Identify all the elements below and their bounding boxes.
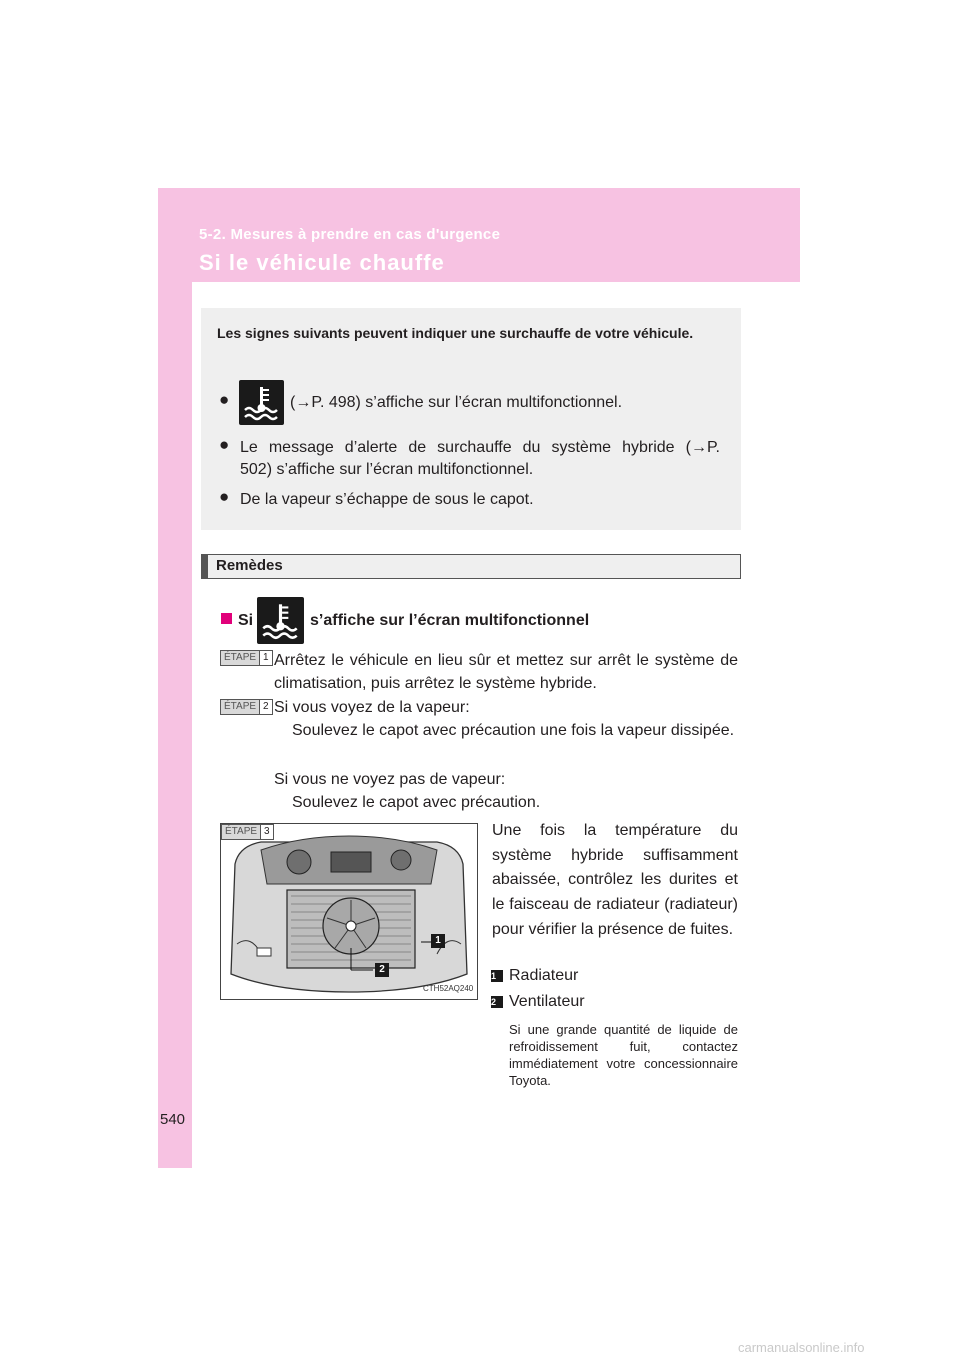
square-bullet-icon [221, 613, 232, 624]
engine-compartment-illustration [220, 823, 478, 1000]
bullet-icon: ● [219, 390, 230, 409]
figure-code: CTH52AQ240 [423, 984, 474, 993]
sign-item-steam: De la vapeur s’échappe de sous le capot. [240, 491, 534, 508]
remedes-title: Remèdes [216, 557, 283, 574]
engine-bay-drawing [221, 824, 477, 999]
bullet-icon: ● [219, 435, 230, 454]
legend-ventilateur: 2 Ventilateur [491, 993, 585, 1010]
watermark: carmanualsonline.info [738, 1340, 865, 1355]
signs-intro: Les signes suivants peuvent indiquer une surchauffe de votre véhicule. [217, 325, 694, 341]
step-2-action-no-steam: Soulevez le capot avec précaution. [292, 794, 541, 811]
step-1-badge: ÉTAPE 1 [220, 650, 273, 666]
heading-marker [202, 555, 208, 578]
legend-radiateur: 1 Radiateur [491, 967, 579, 984]
section-label: 5-2. Mesures à prendre en cas d'urgence [199, 226, 501, 243]
sign-item-hybrid-line2: 502) s’affiche sur l’écran multifonctionnel. [240, 461, 534, 478]
coolant-temperature-icon [257, 597, 304, 644]
step-3-text: Une fois la température du système hybride suffisamment abaissée, contrôlez les durites et le faisceau de radiateur (radiateur) pour vérifier la présence de fuites. [492, 822, 738, 938]
subheading-prefix: Si [221, 612, 253, 630]
sign-item-hybrid-line1: Le message d’alerte de surchauffe du système hybride (→P. [240, 439, 720, 456]
page-number: 540 [160, 1111, 186, 1128]
bullet-icon: ● [219, 487, 230, 506]
subheading-suffix: s’affiche sur l’écran multifonctionnel [310, 612, 590, 629]
step-2-condition-steam: Si vous voyez de la vapeur: [274, 699, 470, 716]
coolant-leak-note: Si une grande quantité de liquide de refroidissement fuit, contactez immédiatement votre concessionnaire Toyota. [509, 1022, 738, 1088]
coolant-temperature-icon [239, 380, 284, 425]
step-2-condition-no-steam: Si vous ne voyez pas de vapeur: [274, 771, 506, 788]
page-title: Si le véhicule chauffe [199, 250, 445, 275]
sign-item-icon-text: (→P. 498) s’affiche sur l’écran multifonctionnel. [290, 394, 623, 411]
step-3-badge: ÉTAPE 3 [221, 824, 274, 840]
step-2-badge: ÉTAPE 2 [220, 699, 273, 715]
callout-1-marker: 1 [431, 934, 445, 948]
remedes-heading-bar [201, 554, 741, 579]
step-2-action-steam: Soulevez le capot avec précaution une fois la vapeur dissipée. [292, 722, 735, 739]
step-1-text: Arrêtez le véhicule en lieu sûr et mettez sur arrêt le système de climatisation, puis arrêtez le système hybride. [274, 652, 738, 692]
side-color-band [158, 188, 192, 1168]
callout-2-marker: 2 [375, 963, 389, 977]
